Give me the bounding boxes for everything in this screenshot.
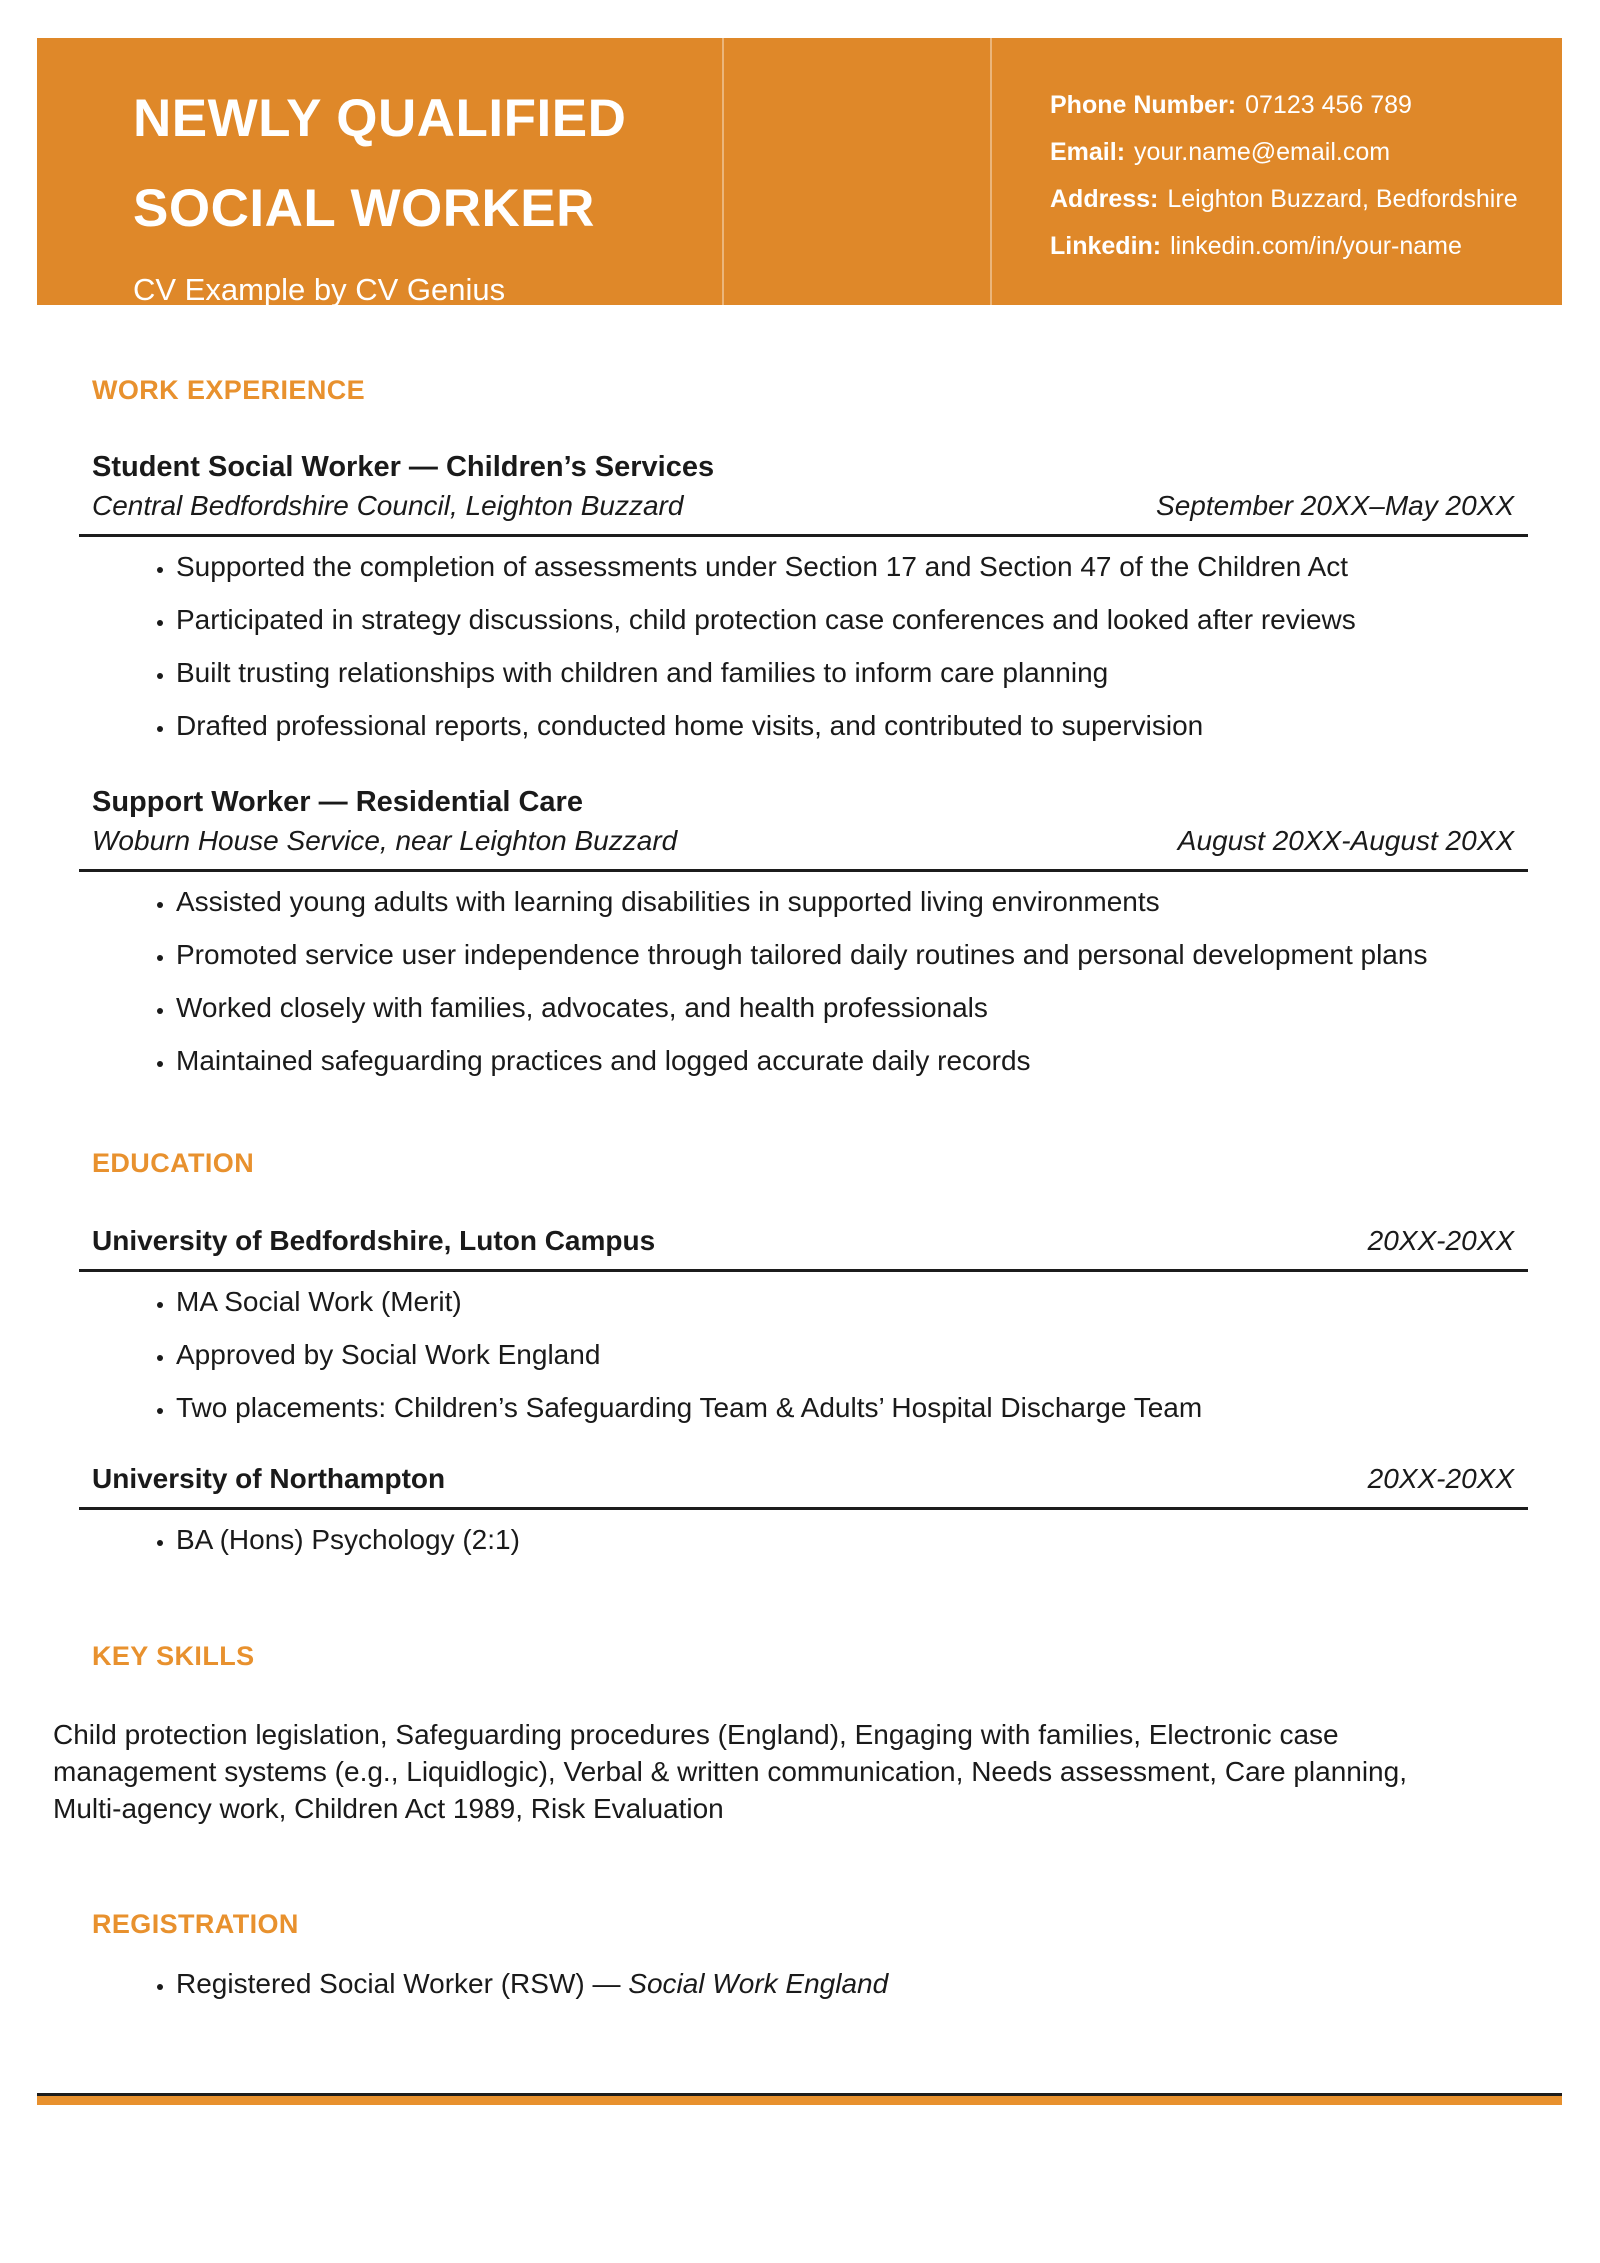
bullet-item: • Participated in strategy discussions, child protection case conferences and looked after reviews: [176, 604, 1528, 635]
education-header-row: [79, 1221, 1528, 1269]
job-dates: September 20XX–May 20XX: [1156, 490, 1514, 521]
contact-linkedin-row: [1050, 223, 1562, 270]
contact-phone-row: [1050, 82, 1562, 129]
registration-bullet-list: [79, 1968, 1528, 1999]
bullet-item: • MA Social Work (Merit): [176, 1286, 1528, 1317]
registration-entry: [79, 1968, 1528, 1999]
education-bullet-list: [79, 1524, 1528, 1555]
bullet-item: • Drafted professional reports, conducted home visits, and contributed to supervision: [176, 710, 1528, 741]
job-organisation: Woburn House Service, near Leighton Buzzard: [92, 825, 678, 856]
cv-title-line2: SOCIAL WORKER: [133, 179, 595, 238]
bullet-item: • Maintained safeguarding practices and logged accurate daily records: [176, 1045, 1528, 1076]
contact-email-value: your.name@email.com: [1134, 138, 1391, 166]
job-dates: August 20XX-August 20XX: [1177, 825, 1514, 856]
cv-subtitle: CV Example by CV Genius: [133, 272, 506, 307]
contact-phone-value: 07123 456 789: [1245, 91, 1412, 119]
job-entry-header: [79, 448, 1528, 537]
job-entry-support-worker: [79, 783, 1528, 1076]
job-title: Support Worker — Residential Care: [92, 786, 583, 818]
footer-orange-line: [37, 2096, 1562, 2105]
key-skills-heading: KEY SKILLS: [92, 1641, 255, 1671]
school-name: University of Northampton: [92, 1463, 446, 1494]
registration-heading: REGISTRATION: [92, 1909, 299, 1939]
key-skills-line: management systems (e.g., Liquidlogic), Verbal & written communication, Needs assessment, Care planning,: [53, 1756, 1407, 1787]
contact-email-row: [1050, 129, 1562, 176]
job-bullet-list: [79, 551, 1528, 741]
bullet-item: • Worked closely with families, advocates, and health professionals: [176, 992, 1528, 1023]
job-title: Student Social Worker — Children’s Services: [92, 451, 715, 483]
bullet-item: • BA (Hons) Psychology (2:1): [176, 1524, 1528, 1555]
header-contact-block: [992, 38, 1562, 305]
job-organisation: Central Bedfordshire Council, Leighton Buzzard: [92, 490, 684, 521]
education-bullet-list: [79, 1286, 1528, 1423]
cv-title: [133, 74, 722, 254]
education-entry-header: [79, 1459, 1528, 1510]
work-experience-heading: WORK EXPERIENCE: [92, 375, 366, 405]
contact-email-label: Email:: [1050, 138, 1126, 166]
contact-linkedin-label: Linkedin:: [1050, 232, 1162, 260]
school-name: University of Bedfordshire, Luton Campus: [92, 1225, 656, 1256]
header-spacer-cell: [722, 38, 992, 305]
key-skills-line: Child protection legislation, Safeguarding procedures (England), Engaging with families, Electronic case: [53, 1719, 1339, 1750]
job-subheader-row: [79, 486, 1528, 534]
header-title-block: [37, 38, 722, 305]
cv-body: [0, 305, 1600, 2021]
bullet-item: • Promoted service user independence through tailored daily routines and personal development plans: [176, 939, 1528, 970]
footer-accent-bar: [37, 2093, 1562, 2105]
registration-text: Registered Social Worker (RSW) —: [176, 1968, 629, 1999]
key-skills-paragraph: [53, 1716, 1530, 1827]
education-entry-northampton: [79, 1459, 1528, 1555]
contact-address-value: Leighton Buzzard, Bedfordshire: [1167, 185, 1518, 213]
job-bullet-list: [79, 886, 1528, 1076]
contact-linkedin-value: linkedin.com/in/your-name: [1170, 232, 1462, 260]
bullet-item: [176, 1968, 1528, 1999]
education-entry-bedfordshire: [79, 1221, 1528, 1423]
job-subheader-row: [79, 821, 1528, 869]
contact-address-row: [1050, 176, 1562, 223]
education-entry-header: [79, 1221, 1528, 1272]
bullet-item: • Assisted young adults with learning disabilities in supported living environments: [176, 886, 1528, 917]
registration-body-name: Social Work England: [628, 1968, 889, 1999]
education-heading: EDUCATION: [92, 1148, 255, 1178]
job-entry-header: [79, 783, 1528, 872]
school-dates: 20XX-20XX: [1367, 1225, 1514, 1256]
bullet-item: • Approved by Social Work England: [176, 1339, 1528, 1370]
bullet-item: • Two placements: Children’s Safeguarding Team & Adults’ Hospital Discharge Team: [176, 1392, 1528, 1423]
school-dates: 20XX-20XX: [1367, 1463, 1514, 1494]
job-entry-student-social-worker: [79, 448, 1528, 741]
education-header-row: [79, 1459, 1528, 1507]
contact-phone-label: Phone Number:: [1050, 91, 1237, 119]
contact-address-label: Address:: [1050, 185, 1159, 213]
bullet-item: • Built trusting relationships with children and families to inform care planning: [176, 657, 1528, 688]
cv-title-line1: NEWLY QUALIFIED: [133, 89, 627, 148]
bullet-item: • Supported the completion of assessments under Section 17 and Section 47 of the Children Act: [176, 551, 1528, 582]
cv-header-banner: [37, 38, 1562, 305]
key-skills-line: Multi-agency work, Children Act 1989, Risk Evaluation: [53, 1793, 724, 1824]
